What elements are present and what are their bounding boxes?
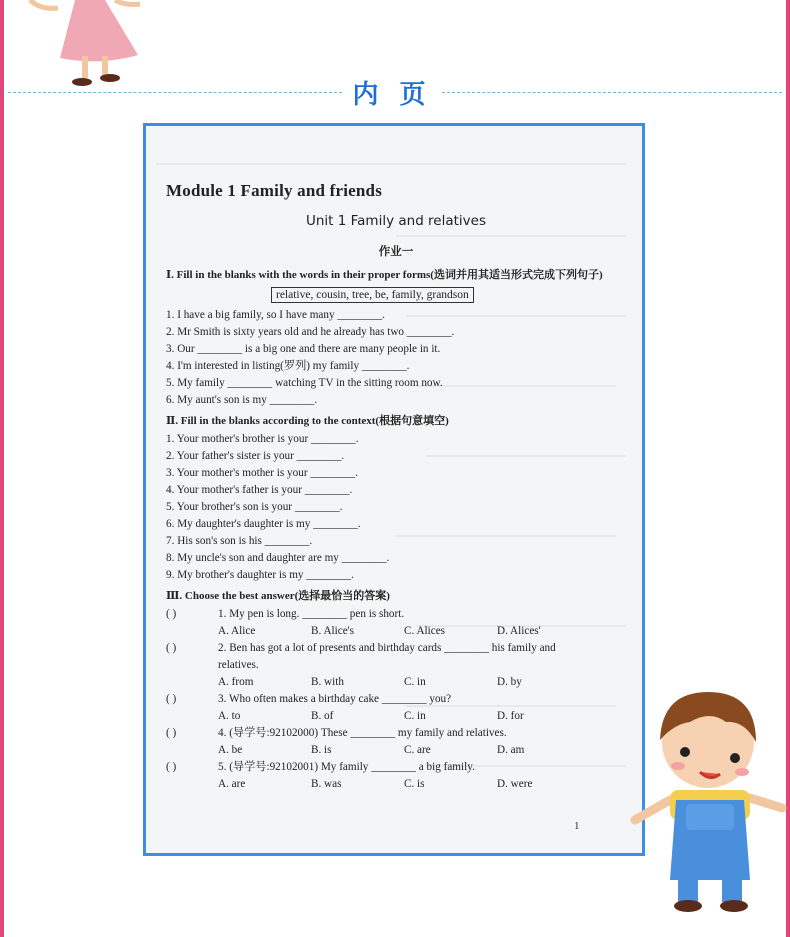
section1-heading: Ⅰ. Fill in the blanks with the words in their proper forms(选词并用其适当形式完成下列句子) [166,269,603,281]
list-item: 4. I'm interested in listing(罗列) my family ________. [166,360,410,372]
answer-blank: ( ) [166,642,177,654]
list-item: 1. I have a big family, so I have many ________. [166,309,385,321]
option: C. is [404,778,425,790]
boy-illustration [630,680,790,920]
option: B. was [311,778,342,790]
unit-title: Unit 1 Family and relatives [305,213,487,229]
option: D. by [497,676,522,688]
option-row [218,776,626,792]
list-item: 3. Your mother's mother is your ________. [166,467,358,479]
option-row [218,708,626,724]
answer-blank: ( ) [166,693,177,705]
option: A. are [218,778,246,790]
answer-blank: ( ) [166,761,177,773]
list-item: 5. Your brother's son is your ________. [166,501,343,513]
module-title: Module 1 Family and friends [166,181,383,200]
question-stem: 3. Who often makes a birthday cake ________ you? [218,693,452,705]
list-item: 2. Mr Smith is sixty years old and he already has two ________. [166,326,455,338]
answer-blank: ( ) [166,608,177,620]
question-row [166,759,626,776]
worksheet-page [143,123,645,856]
question-row [166,640,626,657]
divider-left [8,92,342,93]
option: D. were [497,778,533,790]
option: A. to [218,710,241,722]
list-item: 9. My brother's daughter is my ________. [166,569,354,581]
question-stem: 2. Ben has got a lot of presents and birthday cards ________ his family and [218,642,556,654]
list-item: 5. My family ________ watching TV in the sitting room now. [166,377,443,389]
list-item: 6. My aunt's son is my ________. [166,394,318,406]
option-row [218,742,626,758]
girl-illustration [20,0,150,95]
section3-list [166,606,626,792]
section2-list [166,431,626,584]
list-item: 4. Your mother's father is your ________. [166,484,353,496]
question-row [166,606,626,623]
option: A. from [218,676,254,688]
list-item: 8. My uncle's son and daughter are my ________. [166,552,390,564]
section2-heading: Ⅱ. Fill in the blanks according to the context(根据句意填空) [166,415,449,427]
option: A. Alice [218,625,256,637]
list-item: 2. Your father's sister is your ________. [166,450,345,462]
option: D. for [497,710,524,722]
option-row [218,623,626,639]
option: C. in [404,710,426,722]
section3-heading: Ⅲ. Choose the best answer(选择最恰当的答案) [166,590,390,602]
option: A. be [218,744,243,756]
question-row [166,691,626,708]
option: D. am [497,744,525,756]
list-item: 6. My daughter's daughter is my ________. [166,518,361,530]
option: C. Alices [404,625,446,637]
page-number: 1 [574,820,580,832]
question-stem: 5. (导学号:92102001) My family ________ a big family. [218,761,475,773]
option: C. in [404,676,426,688]
answer-blank: ( ) [166,727,177,739]
section-title: 内 页 [352,80,432,110]
section1-list [166,307,626,409]
option: B. with [311,676,344,688]
worksheet-content [166,181,626,793]
option: B. is [311,744,332,756]
homework-label: 作业一 [378,246,414,258]
question-row [166,725,626,742]
list-item: 3. Our ________ is a big one and there are many people in it. [166,343,441,355]
word-box: relative, cousin, tree, be, family, grandson [271,287,474,303]
divider-right [442,92,782,93]
question-stem: 1. My pen is long. ________ pen is short. [218,608,405,620]
list-item: 1. Your mother's brother is your ________. [166,433,359,445]
question-row-continued [166,657,626,674]
list-item: 7. His son's son is his ________. [166,535,313,547]
question-stem-continued: relatives. [218,659,259,671]
question-stem: 4. (导学号:92102000) These ________ my family and relatives. [218,727,507,739]
option: B. Alice's [311,625,355,637]
option: D. Alices' [497,625,541,637]
option: C. are [404,744,431,756]
left-border [0,0,4,937]
option: B. of [311,710,334,722]
option-row [218,674,626,690]
